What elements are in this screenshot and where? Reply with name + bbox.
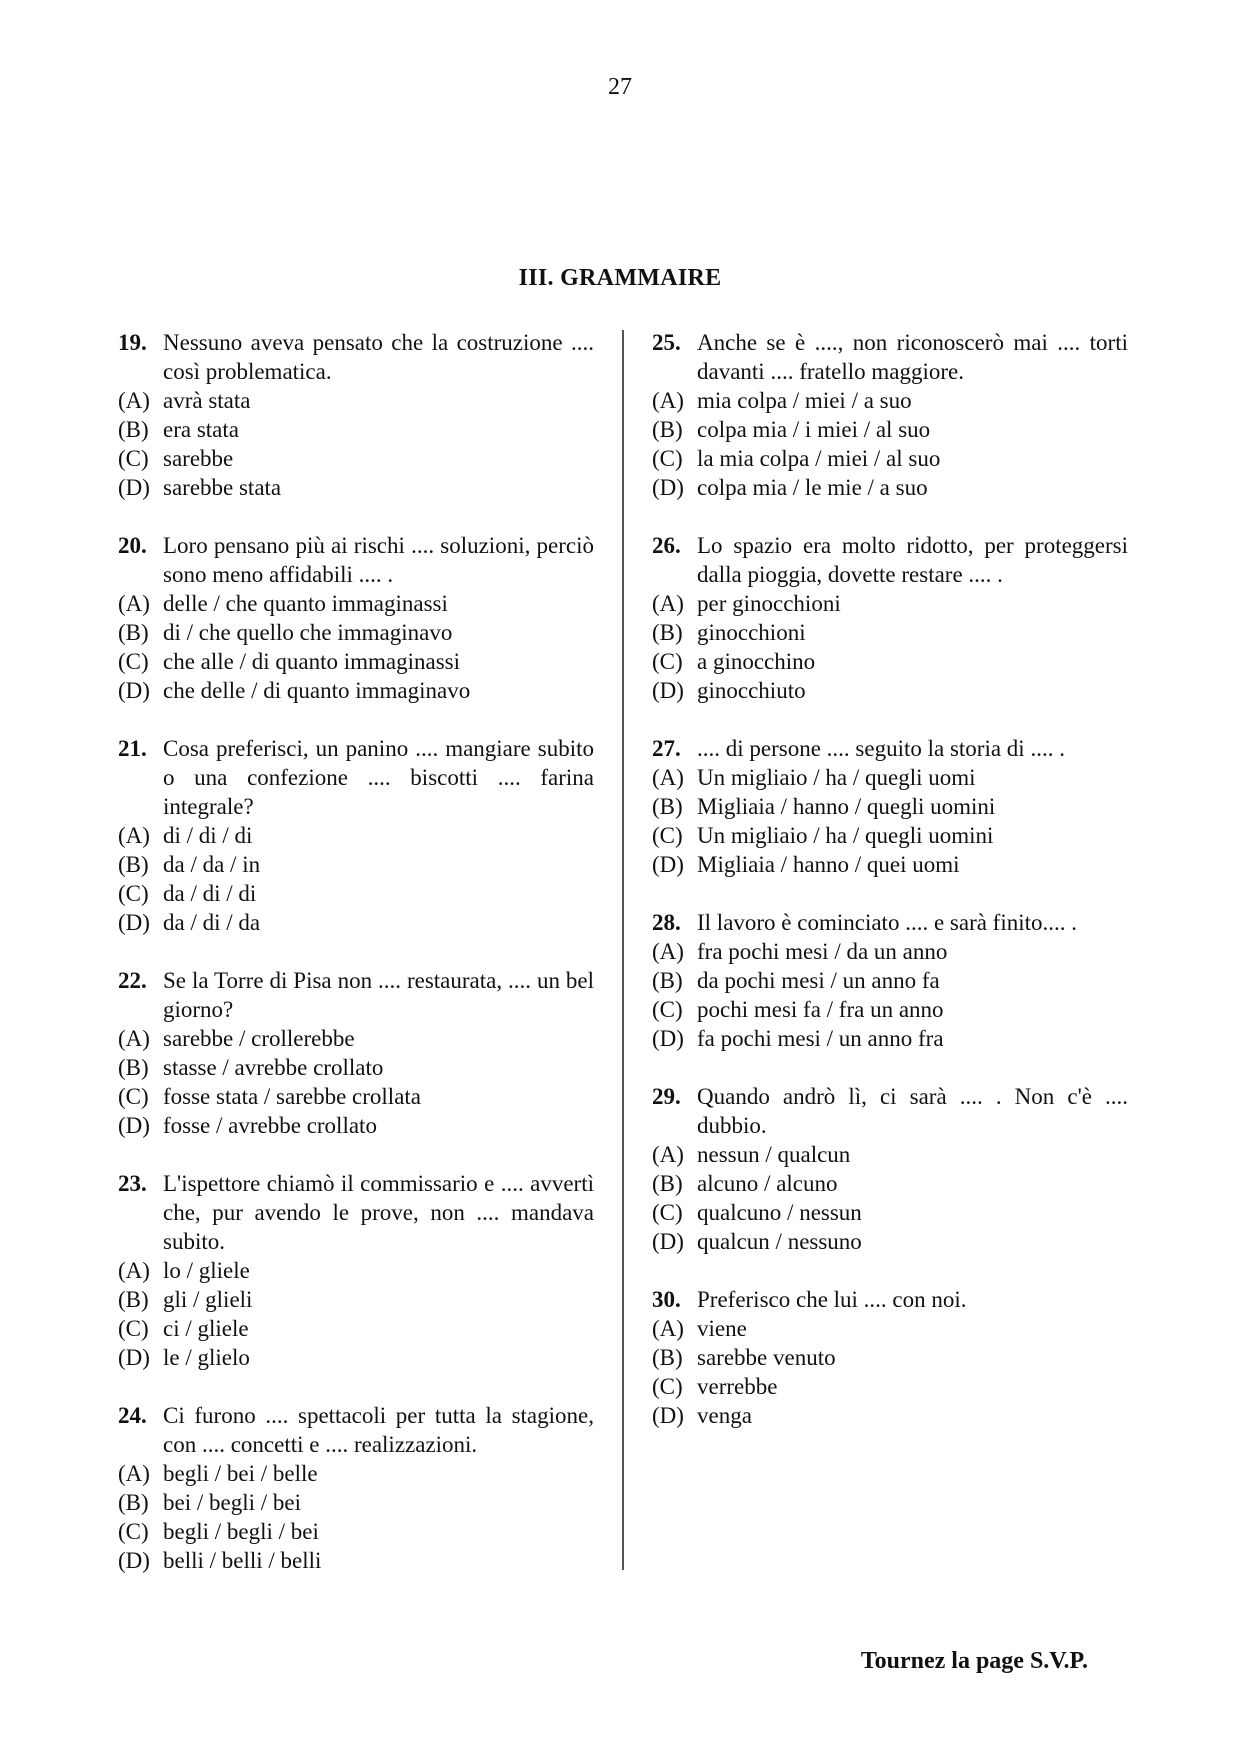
answer-option [118,1111,594,1140]
question-number: 24. [118,1403,147,1428]
option-letter: (B) [118,1287,149,1312]
option-text: mia colpa / miei / a suo [697,388,912,413]
answer-option [652,763,1128,792]
option-letter: (B) [652,1171,683,1196]
question-26 [652,531,1128,705]
option-text: che alle / di quanto immaginassi [163,649,461,674]
option-letter: (C) [652,649,683,674]
answer-option [652,1227,1128,1256]
option-text: sarebbe stata [163,475,282,500]
option-letter: (A) [118,823,150,848]
answer-option [118,1488,594,1517]
option-letter: (D) [652,1229,684,1254]
answer-option [652,1169,1128,1198]
option-text: fra pochi mesi / da un anno [697,939,948,964]
option-letter: (C) [652,823,683,848]
answer-option [118,1082,594,1111]
answer-option [652,473,1128,502]
question-25 [652,328,1128,502]
option-letter: (D) [652,852,684,877]
option-text: alcuno / alcuno [697,1171,838,1196]
option-letter: (A) [118,1461,150,1486]
option-text: viene [697,1316,747,1341]
question-19 [118,328,594,502]
option-text: avrà stata [163,388,251,413]
question-stem [652,531,1128,589]
option-letter: (C) [652,1200,683,1225]
option-text: nessun / qualcun [697,1142,851,1167]
answer-option [652,1343,1128,1372]
question-number: 25. [652,330,681,355]
option-letter: (B) [652,417,683,442]
question-number: 29. [652,1084,681,1109]
option-letter: (D) [118,910,150,935]
option-letter: (D) [118,1548,150,1573]
answer-option [118,618,594,647]
option-text: stasse / avrebbe crollato [163,1055,384,1080]
answer-option [652,444,1128,473]
option-text: era stata [163,417,239,442]
question-stem [118,966,594,1024]
question-text: Il lavoro è cominciato .... e sarà finito.... . [697,910,1078,935]
option-text: che delle / di quanto immaginavo [163,678,471,703]
option-letter: (B) [652,620,683,645]
question-text: Anche se è ...., non riconoscerò mai .... torti davanti .... fratello maggiore. [697,330,1128,384]
answer-option [118,821,594,850]
question-number: 28. [652,910,681,935]
option-text: da / da / in [163,852,261,877]
answer-option [652,676,1128,705]
answer-option [118,1546,594,1575]
answer-option [652,1314,1128,1343]
question-stem [652,734,1128,763]
question-stem [652,1082,1128,1140]
option-text: bei / begli / bei [163,1490,301,1515]
option-text: begli / bei / belle [163,1461,318,1486]
question-20 [118,531,594,705]
option-letter: (D) [118,1113,150,1138]
question-number: 27. [652,736,681,761]
option-letter: (C) [118,649,149,674]
answer-option [652,589,1128,618]
question-stem [118,531,594,589]
answer-option [118,850,594,879]
answer-option [652,647,1128,676]
question-text: Cosa preferisci, un panino .... mangiare subito o una confezione .... biscotti .... farina integrale? [163,736,594,819]
question-22 [118,966,594,1140]
option-text: qualcun / nessuno [697,1229,862,1254]
question-24 [118,1401,594,1575]
option-letter: (D) [652,1026,684,1051]
option-text: Migliaia / hanno / quei uomi [697,852,960,877]
option-letter: (A) [652,939,684,964]
option-letter: (A) [652,1142,684,1167]
question-21 [118,734,594,937]
question-text: Quando andrò lì, ci sarà .... . Non c'è .... dubbio. [697,1084,1128,1138]
option-letter: (A) [118,1258,150,1283]
option-text: fosse / avrebbe crollato [163,1113,377,1138]
option-text: Migliaia / hanno / quegli uomini [697,794,996,819]
option-letter: (C) [118,881,149,906]
option-letter: (C) [118,1316,149,1341]
answer-option [652,1198,1128,1227]
option-letter: (C) [118,446,149,471]
option-text: pochi mesi fa / fra un anno [697,997,944,1022]
option-text: per ginocchioni [697,591,841,616]
option-letter: (C) [652,446,683,471]
option-text: sarebbe venuto [697,1345,836,1370]
option-text: lo / gliele [163,1258,250,1283]
question-stem [118,1401,594,1459]
question-text: Nessuno aveva pensato che la costruzione .... così problematica. [163,330,594,384]
question-stem [652,1285,1128,1314]
answer-option [118,1459,594,1488]
option-letter: (D) [652,678,684,703]
option-letter: (D) [652,475,684,500]
answer-option [118,879,594,908]
answer-option [118,444,594,473]
answer-option [118,676,594,705]
question-27 [652,734,1128,879]
answer-option [652,937,1128,966]
section-title: III. GRAMMAIRE [518,265,722,291]
option-text: gli / glieli [163,1287,253,1312]
answer-option [118,647,594,676]
answer-option [652,966,1128,995]
left-column [118,328,594,1604]
option-text: da pochi mesi / un anno fa [697,968,940,993]
option-letter: (A) [652,388,684,413]
option-letter: (B) [118,852,149,877]
question-30 [652,1285,1128,1430]
option-letter: (B) [652,968,683,993]
option-letter: (C) [652,997,683,1022]
question-number: 21. [118,736,147,761]
option-text: colpa mia / le mie / a suo [697,475,928,500]
question-number: 26. [652,533,681,558]
option-letter: (C) [118,1519,149,1544]
answer-option [118,908,594,937]
page-number: 27 [608,74,632,100]
option-letter: (D) [118,475,150,500]
option-text: colpa mia / i miei / al suo [697,417,931,442]
question-text: Se la Torre di Pisa non .... restaurata, .... un bel giorno? [163,968,594,1022]
answer-option [118,386,594,415]
option-letter: (B) [652,794,683,819]
question-stem [652,908,1128,937]
answer-option [118,589,594,618]
option-letter: (A) [118,591,150,616]
option-text: sarebbe / crollerebbe [163,1026,355,1051]
option-letter: (A) [118,1026,150,1051]
answer-option [652,821,1128,850]
question-number: 20. [118,533,147,558]
option-letter: (A) [652,1316,684,1341]
question-stem [118,734,594,821]
question-stem [118,328,594,386]
option-text: qualcuno / nessun [697,1200,862,1225]
option-letter: (B) [652,1345,683,1370]
question-text: L'ispettore chiamò il commissario e .... avvertì che, pur avendo le prove, non .... mandava subito. [163,1171,594,1254]
option-text: fa pochi mesi / un anno fra [697,1026,944,1051]
answer-option [652,415,1128,444]
answer-option [652,850,1128,879]
answer-option [118,1314,594,1343]
answer-option [652,618,1128,647]
answer-option [652,792,1128,821]
answer-option [118,1517,594,1546]
answer-option [652,1372,1128,1401]
option-text: la mia colpa / miei / al suo [697,446,941,471]
option-letter: (D) [118,1345,150,1370]
answer-option [118,1285,594,1314]
option-text: begli / begli / bei [163,1519,319,1544]
option-text: venga [697,1403,752,1428]
question-stem [118,1169,594,1256]
option-letter: (D) [652,1403,684,1428]
option-text: di / di / di [163,823,253,848]
option-letter: (A) [118,388,150,413]
answer-option [118,415,594,444]
option-text: a ginocchino [697,649,816,674]
option-text: da / di / di [163,881,257,906]
option-letter: (C) [118,1084,149,1109]
answer-option [118,1024,594,1053]
option-text: Un migliaio / ha / quegli uomini [697,823,994,848]
option-text: da / di / da [163,910,261,935]
option-text: ginocchiuto [697,678,806,703]
option-text: ci / gliele [163,1316,249,1341]
answer-option [652,1401,1128,1430]
option-letter: (A) [652,591,684,616]
answer-option [652,1140,1128,1169]
option-letter: (A) [652,765,684,790]
option-text: fosse stata / sarebbe crollata [163,1084,421,1109]
option-text: belli / belli / belli [163,1548,322,1573]
question-number: 19. [118,330,147,355]
answer-option [118,1053,594,1082]
option-text: delle / che quanto immaginassi [163,591,448,616]
option-letter: (C) [652,1374,683,1399]
question-23 [118,1169,594,1372]
right-column [652,328,1128,1459]
answer-option [652,1024,1128,1053]
question-text: .... di persone .... seguito la storia di .... . [697,736,1065,761]
question-29 [652,1082,1128,1256]
option-letter: (B) [118,417,149,442]
question-number: 30. [652,1287,681,1312]
question-stem [652,328,1128,386]
option-letter: (B) [118,1490,149,1515]
option-text: sarebbe [163,446,234,471]
option-letter: (D) [118,678,150,703]
answer-option [118,1343,594,1372]
question-text: Preferisco che lui .... con noi. [697,1287,967,1312]
option-text: verrebbe [697,1374,778,1399]
question-number: 23. [118,1171,147,1196]
option-letter: (B) [118,1055,149,1080]
question-28 [652,908,1128,1053]
option-text: di / che quello che immaginavo [163,620,453,645]
option-text: Un migliaio / ha / quegli uomi [697,765,976,790]
option-text: le / glielo [163,1345,250,1370]
option-letter: (B) [118,620,149,645]
option-text: ginocchioni [697,620,806,645]
answer-option [118,473,594,502]
footer-turn-page: Tournez la page S.V.P. [860,1648,1088,1674]
answer-option [118,1256,594,1285]
question-text: Ci furono .... spettacoli per tutta la stagione, con .... concetti e .... realizzazioni. [163,1403,594,1457]
answer-option [652,995,1128,1024]
column-divider [622,330,624,1570]
question-text: Lo spazio era molto ridotto, per proteggersi dalla pioggia, dovette restare .... . [697,533,1128,587]
question-number: 22. [118,968,147,993]
question-text: Loro pensano più ai rischi .... soluzioni, perciò sono meno affidabili .... . [163,533,594,587]
answer-option [652,386,1128,415]
